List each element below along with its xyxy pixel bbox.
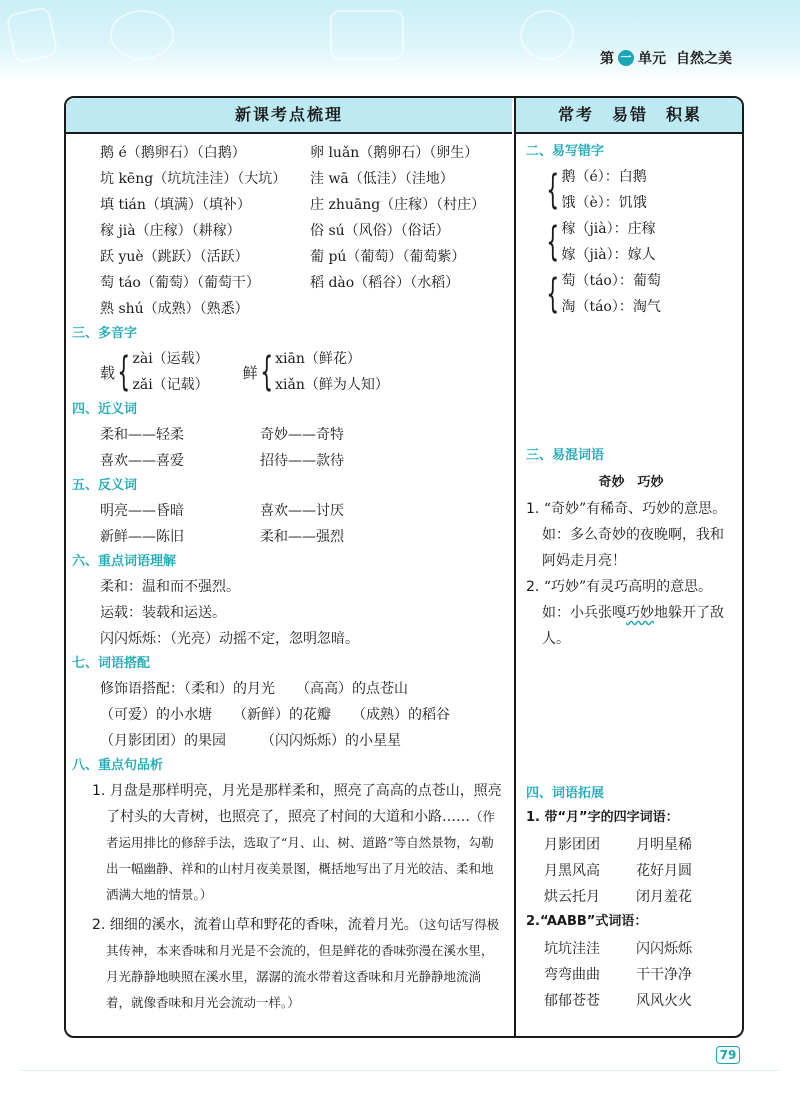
- section-heading-polyphones: 三、多音字: [72, 326, 138, 341]
- content-frame: [64, 96, 744, 1038]
- synonym-row: [100, 448, 502, 474]
- sentence-analysis: [92, 912, 502, 1016]
- word-list: [100, 140, 502, 322]
- extension-word: 闭月羞花: [636, 889, 692, 905]
- antonym-pair: 柔和——强烈: [260, 529, 344, 545]
- spacer: [526, 652, 736, 782]
- decor-shape: [520, 10, 574, 60]
- decor-shape: [110, 10, 174, 60]
- meaning-entry: 柔和：温和而不强烈。: [100, 579, 240, 595]
- right-column-title: 常考 易错 积累: [516, 98, 744, 134]
- word-entry: 洼 wā（低洼）（洼地）: [310, 171, 454, 187]
- word-entry: 稻 dào（稻谷）（水稻）: [310, 275, 460, 291]
- word-entry: 坑 kēng（坑坑洼洼）（大坑）: [100, 171, 287, 187]
- synonym-pair: 柔和——轻柔: [100, 427, 184, 443]
- item-number: 1.: [526, 501, 540, 517]
- extension-label: 2.“AABB”式词语：: [526, 914, 648, 929]
- word-row: [100, 192, 502, 218]
- extension-word: 月明星稀: [636, 837, 692, 853]
- extension-word: 坑坑洼洼: [544, 941, 600, 957]
- left-column-title: 新课考点梳理: [66, 98, 512, 134]
- right-column: [514, 98, 744, 1036]
- brace-icon: {: [117, 349, 131, 395]
- word-row: [100, 270, 502, 296]
- sentence-number: 2.: [92, 917, 106, 933]
- error-group: [544, 216, 736, 268]
- sentence-note: （这句话写得极其传神，本来香味和月光是不会流的，但是鲜花的香味弥漫在溪水里，月光静静地映照在溪水里，潺潺的流水带着这香味和月光静静地流淌着，就像香味和月光会流动一样。）: [106, 917, 500, 1010]
- extension-word: 风风火火: [636, 993, 692, 1009]
- section-heading-extension: 四、词语拓展: [526, 786, 605, 801]
- extension-word: 烘云托月: [544, 889, 600, 905]
- error-word: 淘（táo）：淘气: [561, 299, 661, 315]
- brace-icon: {: [546, 167, 560, 213]
- word-entry: 萄 táo（葡萄）（葡萄干）: [100, 275, 260, 291]
- error-word: 嫁（jià）：嫁人: [561, 247, 656, 263]
- polyphone-char: 鲜: [242, 363, 258, 382]
- brace-icon: {: [260, 349, 273, 395]
- antonym-pair: 明亮——昏暗: [100, 503, 184, 519]
- extension-word-grid: [526, 832, 736, 910]
- unit-title: 自然之美: [676, 51, 732, 67]
- item-number: 2.: [526, 579, 540, 595]
- word-entry: 俗 sú（风俗）（俗话）: [310, 223, 450, 239]
- synonym-row: [100, 422, 502, 448]
- antonym-pair: 新鲜——陈旧: [100, 529, 184, 545]
- unit-label: [600, 48, 732, 68]
- sentence-analysis: [92, 778, 502, 908]
- bottom-rule: [20, 1070, 780, 1071]
- top-banner: [0, 0, 800, 82]
- section-heading-synonyms: 四、近义词: [72, 402, 138, 417]
- section-heading-collocations: 七、词语搭配: [72, 656, 151, 671]
- extension-word: 月黑风高: [544, 863, 600, 879]
- collocation-line: （可爱）的小水塘 （新鲜）的花瓣 （成熟）的稻谷: [100, 707, 450, 723]
- polyphone-reading: xiān（鲜花）: [275, 351, 361, 367]
- word-entry: 熟 shú（成熟）（熟悉）: [100, 301, 249, 317]
- synonym-pair: 喜欢——喜爱: [100, 453, 184, 469]
- decor-shape: [330, 10, 404, 60]
- word-entry: 填 tián（填满）（填补）: [100, 197, 251, 213]
- section-heading-error-prone: 二、易写错字: [526, 144, 605, 159]
- error-word: 饿（è）：饥饿: [561, 195, 647, 211]
- polyphone-list: [100, 346, 502, 398]
- explanation-text: 地躲开了敌人。: [542, 605, 724, 647]
- spacer: [526, 320, 736, 444]
- word-entry: 葡 pú（葡萄）（葡萄紫）: [310, 249, 466, 265]
- extension-word-grid: [526, 936, 736, 1014]
- polyphone-item: [243, 346, 389, 398]
- highlighted-word: 巧妙: [626, 605, 654, 621]
- extension-label: 1. 带“月”字的四字词语：: [526, 810, 679, 825]
- word-entry: 庄 zhuāng（庄稼）（村庄）: [310, 197, 486, 213]
- antonym-row: [100, 524, 502, 550]
- unit-suffix: 单元: [638, 51, 666, 67]
- error-word: 稼（jià）：庄稼: [561, 221, 656, 237]
- polyphone-reading: xiǎn（鲜为人知）: [275, 377, 389, 393]
- sentence-text: 月盘是那样明亮，月光是那样柔和，照亮了高高的点苍山，照亮了村头的大青树，也照亮了，照亮了村间的大道和小路……: [106, 783, 502, 825]
- antonym-pair: 喜欢——讨厌: [260, 503, 344, 519]
- brace-icon: {: [546, 271, 560, 317]
- polyphone-item: [100, 346, 209, 398]
- error-word: 萄（táo）：葡萄: [561, 273, 661, 289]
- brace-icon: {: [546, 219, 560, 265]
- left-column: [66, 98, 512, 1036]
- polyphone-reading: zài（运载）: [132, 351, 209, 367]
- confusable-pair-title: 奇妙 巧妙: [598, 475, 664, 490]
- explanation-text: “巧妙”有灵巧高明的意思。如：小兵张嘎: [542, 579, 713, 621]
- word-row: [100, 244, 502, 270]
- polyphone-reading: zǎi（记载）: [132, 377, 209, 393]
- word-row: [100, 166, 502, 192]
- synonym-pair: 奇妙——奇特: [260, 427, 344, 443]
- decor-shape: [5, 6, 58, 64]
- error-word: 鹅（é）：白鹅: [561, 169, 647, 185]
- meaning-entry: 闪闪烁烁：（光亮）动摇不定，忽明忽暗。: [100, 631, 359, 647]
- extension-word: 月影团团: [544, 837, 600, 853]
- section-heading-sentences: 八、重点句品析: [72, 758, 164, 773]
- section-heading-meanings: 六、重点词语理解: [72, 554, 177, 569]
- sentence-note: （作者运用排比的修辞手法，选取了“月、山、树、道路”等自然景物，勾勒出一幅幽静、祥和的山村月夜美景图，概括地写出了月光皎洁、柔和地洒满大地的情景。）: [106, 809, 496, 902]
- word-row: [100, 218, 502, 244]
- word-entry: 稼 jià（庄稼）（耕稼）: [100, 223, 241, 239]
- word-row: [100, 140, 502, 166]
- confusable-explanation: [526, 496, 736, 574]
- collocation-line: （月影团团）的果园 （闪闪烁烁）的小星星: [100, 733, 401, 749]
- left-body: [66, 134, 512, 1016]
- sentence-number: 1.: [92, 783, 106, 799]
- error-group: [544, 164, 736, 216]
- word-entry: 卵 luǎn（鹅卵石）（卵生）: [310, 145, 479, 161]
- word-entry: 跃 yuè（跳跃）（活跃）: [100, 249, 249, 265]
- error-group: [544, 268, 736, 320]
- section-heading-antonyms: 五、反义词: [72, 478, 138, 493]
- extension-word: 闪闪烁烁: [636, 941, 692, 957]
- section-heading-confusable: 三、易混词语: [526, 448, 605, 463]
- unit-number: 一: [618, 50, 634, 66]
- sentence-text: 细细的溪水，流着山草和野花的香味，流着月光。: [109, 917, 418, 933]
- page-number: 79: [716, 1046, 740, 1064]
- extension-word: 干干净净: [636, 967, 692, 983]
- extension-word: 郁郁苍苍: [544, 993, 600, 1009]
- polyphone-char: 载: [100, 363, 116, 382]
- unit-prefix: 第: [600, 51, 614, 67]
- word-entry: 鹅 é（鹅卵石）（白鹅）: [100, 145, 246, 161]
- meaning-entry: 运载：装载和运送。: [100, 605, 226, 621]
- collocation-line: 修饰语搭配：（柔和）的月光 （高高）的点苍山: [100, 681, 408, 697]
- word-row: [100, 296, 502, 322]
- extension-word: 弯弯曲曲: [544, 967, 600, 983]
- confusable-explanation: [526, 574, 736, 652]
- explanation-text: “奇妙”有稀奇、巧妙的意思。如：多么奇妙的夜晚啊，我和阿妈走月亮！: [542, 501, 727, 569]
- right-body: [516, 134, 744, 1014]
- synonym-pair: 招待——款待: [260, 453, 344, 469]
- extension-word: 花好月圆: [636, 863, 692, 879]
- antonym-row: [100, 498, 502, 524]
